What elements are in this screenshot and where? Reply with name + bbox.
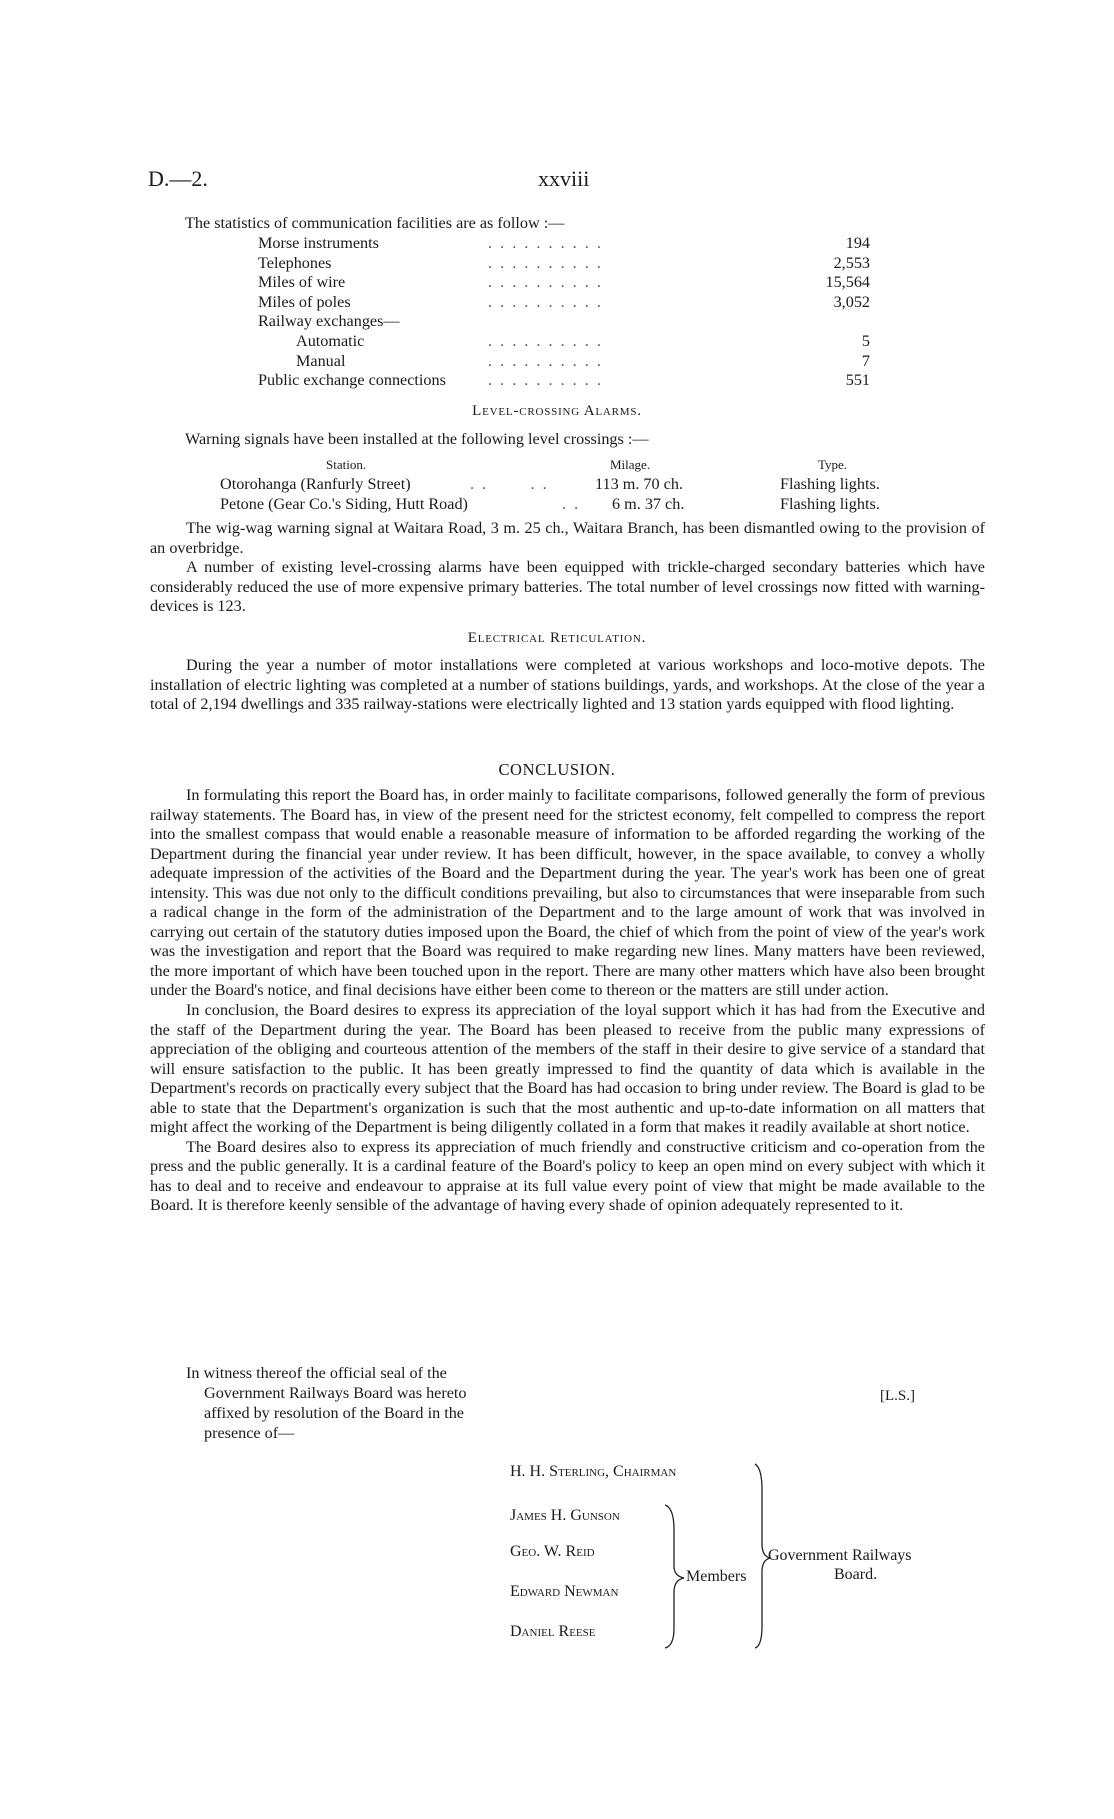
electrical-text: [150, 656, 985, 715]
stats-row: [258, 332, 870, 351]
stats-row: [258, 273, 870, 292]
member-signature: Edward Newman: [510, 1583, 619, 1600]
stats-label: Morse instruments: [258, 234, 379, 252]
crossing-milage: 113 m. 70 ch.: [595, 475, 683, 493]
chairman-signature: H. H. Sterling, Chairman: [510, 1463, 677, 1480]
crossing-type: Flashing lights.: [780, 475, 880, 493]
leader-dots: . . . . . . . . . .: [488, 332, 603, 350]
crossing-station: Otorohanga (Ranfurly Street): [220, 475, 411, 493]
stats-value: 15,564: [825, 273, 870, 292]
stats-row: [258, 234, 870, 253]
leader-dots: . . . . . . . . . .: [488, 351, 603, 370]
stats-row: [258, 312, 870, 331]
witness-line: In witness thereof the official seal of the: [186, 1364, 447, 1382]
witness-line: presence of—: [204, 1424, 295, 1442]
column-header-milage: Milage.: [610, 457, 651, 472]
stats-row: [258, 254, 870, 273]
stats-value: 2,553: [833, 253, 870, 272]
leader-dots: . . . .: [470, 475, 549, 493]
member-signature: James H. Gunson: [510, 1507, 620, 1524]
stats-row: [258, 293, 870, 312]
stats-row: [258, 352, 870, 371]
paragraph: In conclusion, the Board desires to express its appreciation of the loyal support which it has had from the Executive and the staff of the Department during the year. The Board has been pleased to receive from the public many expressions of appreciation of the obliging and courteous attention of the members of the staff in their desire to give service of a standard that will ensure satisfaction to the public. It has been greatly impressed to find the quantity of data which is available in the Department's records on practically every subject that the Board has had occasion to bring under review. The Board is glad to be able to state that the Department's organization is such that the most authentic and up-to-date information on all matters that might affect the working of the Department is being diligently collated in a form that makes it readily available at short notice.: [150, 1001, 985, 1137]
board-label-line2: Board.: [834, 1566, 878, 1583]
paragraph: The wig-wag warning signal at Waitara Road, 3 m. 25 ch., Waitara Branch, has been dismantled owing to the provision of an overbridge.: [150, 519, 985, 557]
level-crossing-heading: Level-crossing Alarms.: [472, 403, 642, 419]
conclusion-text: [150, 786, 985, 1216]
stats-label: Automatic: [296, 332, 365, 350]
paragraph: A number of existing level-crossing alarms have been equipped with trickle-charged secondary batteries which have considerably reduced the use of more expensive primary batteries. The total number of level crossings now fitted with warning-devices is 123.: [150, 558, 985, 616]
level-crossing-intro: Warning signals have been installed at the following level crossings :—: [185, 430, 649, 448]
leader-dots: . . . . . . . . . .: [488, 273, 603, 292]
level-crossing-text: [150, 519, 985, 617]
stats-label: Telephones: [258, 253, 332, 272]
stats-value: 551: [845, 371, 870, 390]
leader-dots: . .: [562, 495, 581, 513]
paragraph: During the year a number of motor installations were completed at various workshops and loco-motive depots. The installation of electric lighting was completed at a number of stations buildings, yards, and workshops. At the close of the year a total of 2,194 dwellings and 335 railway-stations were electrically lighted and 13 station yards equipped with flood lighting.: [150, 656, 985, 714]
stats-label: Manual: [296, 351, 346, 370]
stats-label: Miles of poles: [258, 292, 351, 311]
column-header-station: Station.: [326, 457, 367, 472]
seal-mark: [L.S.]: [880, 1388, 915, 1404]
leader-dots: . . . . . . . . . .: [488, 371, 603, 390]
paragraph: The Board desires also to express its appreciation of much friendly and constructive criticism and co-operation from the press and the public generally. It is a cardinal feature of the Board's policy to keep an open mind on every subject with which it has to deal and to receive and endeavour to appraise at its full value every point of view that might be made available to the Board. It is therefore keenly sensible of the advantage of having every shade of opinion adequately represented to it.: [150, 1137, 985, 1215]
stats-value: 5: [861, 332, 870, 350]
stats-value: 194: [845, 234, 870, 252]
crossing-milage: 6 m. 37 ch.: [612, 495, 685, 513]
electrical-heading: Electrical Reticulation.: [467, 630, 647, 646]
stats-label: Railway exchanges—: [258, 312, 400, 331]
conclusion-heading: CONCLUSION.: [498, 760, 616, 779]
stats-row: [258, 371, 870, 390]
leader-dots: . . . . . . . . . .: [488, 234, 603, 252]
stats-value: 3,052: [833, 292, 870, 311]
stats-label: Public exchange connections: [258, 371, 446, 390]
crossing-station: Petone (Gear Co.'s Siding, Hutt Road): [220, 495, 468, 513]
members-label: Members: [686, 1568, 747, 1585]
stats-intro: The statistics of communication facilities are as follow :—: [185, 214, 565, 232]
member-signature: Daniel Reese: [510, 1623, 596, 1640]
leader-dots: . . . . . . . . . .: [488, 253, 603, 272]
witness-line: affixed by resolution of the Board in the: [204, 1404, 464, 1422]
paragraph: In formulating this report the Board has, in order mainly to facilitate comparisons, followed generally the form of previous railway statements. The Board has, in view of the present need for the strictest economy, felt compelled to compress the report into the smallest compass that would enable a reasonable measure of information to be afforded regarding the working of the Department during the financial year under review. It has been difficult, however, in the space available, to convey a wholly adequate impression of the activities of the Board and the Department during the year. The year's work has been one of great intensity. This was due not only to the difficult conditions prevailing, but also to circumstances that were inseparable from such a radical change in the form of the administration of the Department and to the large amount of work that was involved in carrying out certain of the statutory duties imposed upon the Board, the chief of which from the point of view of the year's work was the investigation and report that the Board was required to make regarding new lines. Many matters have been reviewed, the more important of which have been touched upon in the report. There are many other matters which have also been brought under the Board's notice, and final decisions have either been come to thereon or the matters are still under action.: [150, 786, 985, 1000]
column-header-type: Type.: [818, 457, 848, 472]
leader-dots: . . . . . . . . . .: [488, 292, 603, 311]
stats-label: Miles of wire: [258, 273, 346, 292]
stats-value: 7: [861, 351, 870, 370]
crossing-type: Flashing lights.: [780, 495, 880, 513]
witness-line: Government Railways Board was hereto: [204, 1384, 467, 1402]
page-number: xxviii: [538, 166, 590, 191]
document-code: D.—2.: [148, 166, 208, 191]
board-label-line1: Government Railways: [768, 1547, 912, 1564]
member-signature: Geo. W. Reid: [510, 1543, 595, 1560]
